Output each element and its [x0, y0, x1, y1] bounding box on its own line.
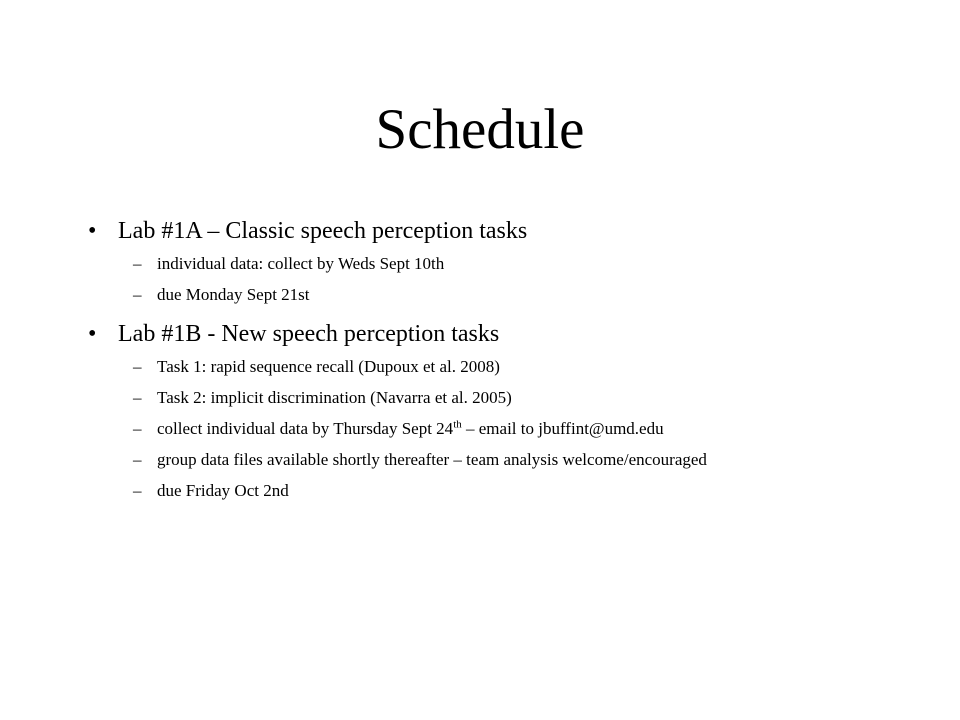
sub-item [118, 386, 928, 410]
sub-item [118, 417, 928, 441]
sub-item-text: individual data: collect by Weds Sept 10th [157, 254, 445, 273]
slide-title: Schedule [375, 98, 585, 161]
sub-item-text: group data files available shortly thereafter – team analysis welcome/encouraged [157, 450, 707, 469]
ordinal-superscript: th [453, 418, 462, 431]
dash-icon: – [133, 254, 142, 273]
sub-item-text: due Monday Sept 21st [157, 285, 310, 304]
sub-item [118, 479, 928, 503]
sub-list [118, 252, 928, 307]
dash-icon: – [133, 357, 142, 376]
dash-icon: – [133, 419, 142, 438]
sub-item-text: Task 1: rapid sequence recall (Dupoux et al. 2008) [157, 357, 500, 376]
sub-list [118, 355, 928, 503]
bullet-dot-icon: • [88, 218, 97, 244]
dash-icon: – [133, 285, 142, 304]
sub-item-text: collect individual data by Thursday Sept 24 [157, 419, 454, 438]
dash-icon: – [133, 450, 142, 469]
bullet-text: Lab #1B - New speech perception tasks [118, 321, 500, 347]
sub-item [118, 448, 928, 472]
sub-item-text: due Friday Oct 2nd [157, 481, 289, 500]
bullet-lab-1a [88, 214, 928, 307]
bullet-text: Lab #1A – Classic speech perception tasks [118, 218, 528, 244]
bullet-lab-1b [88, 317, 928, 503]
sub-item [118, 252, 928, 276]
sub-item-text: Task 2: implicit discrimination (Navarra et al. 2005) [157, 388, 512, 407]
bullet-dot-icon: • [88, 321, 97, 347]
bullet-list [88, 214, 928, 513]
sub-item [118, 283, 928, 307]
email-instruction: – email to jbuffint@umd.edu [461, 419, 664, 438]
dash-icon: – [133, 388, 142, 407]
sub-item [118, 355, 928, 379]
dash-icon: – [133, 481, 142, 500]
